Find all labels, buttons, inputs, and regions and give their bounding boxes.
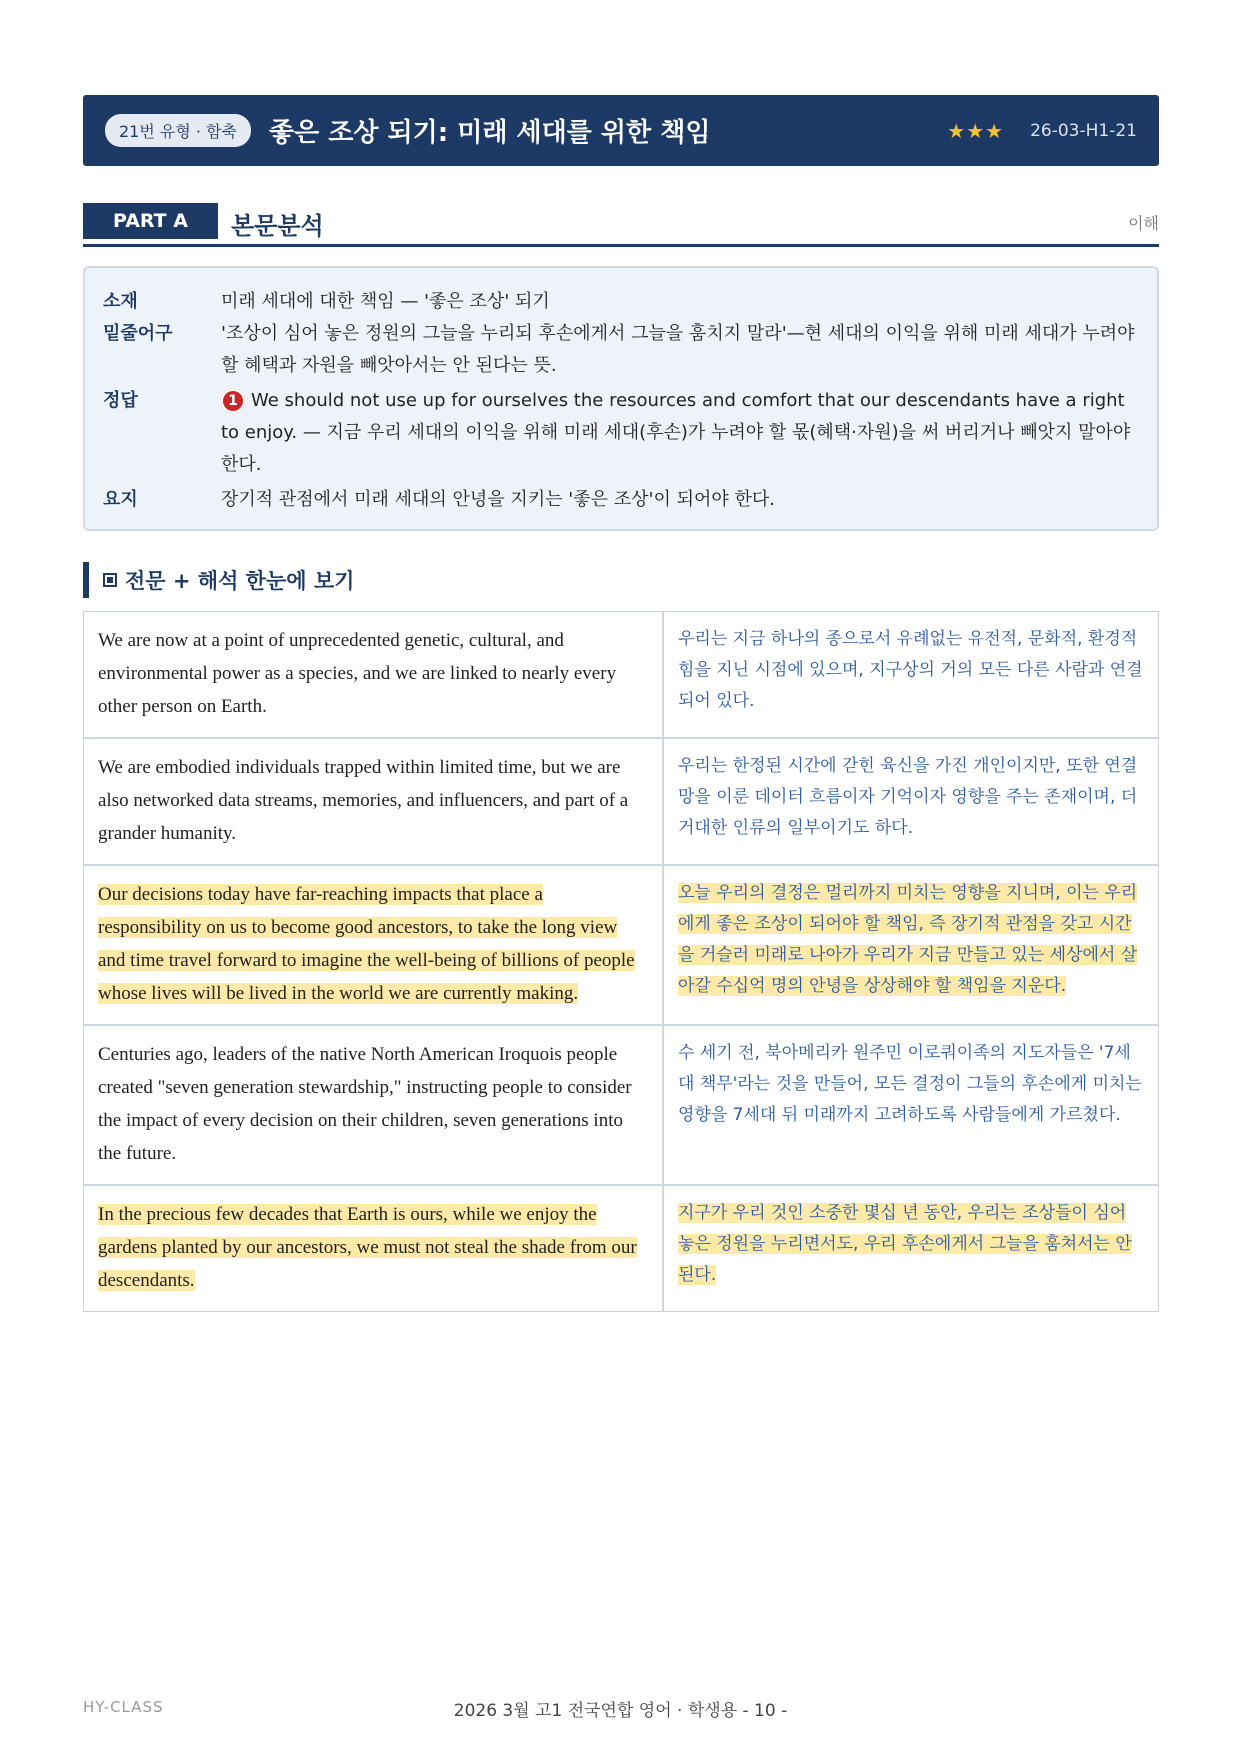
section-heading	[83, 562, 683, 598]
summary-key-phrase: 밑줄어구	[103, 323, 173, 344]
summary-key-gist: 요지	[103, 489, 138, 510]
part-label: PART A	[83, 203, 218, 239]
answer-number-icon: 1	[221, 389, 245, 413]
page-header	[83, 95, 1159, 166]
summary-value-topic: 미래 세대에 대한 책임 — '좋은 조상' 되기	[221, 291, 550, 312]
english-cell: We are embodied individuals trapped within limited time, but we are also networked data streams, memories, and influencers, and part of a grander humanity.	[84, 739, 664, 864]
summary-key-answer: 정답	[103, 390, 138, 411]
table-row	[84, 612, 1158, 739]
korean-cell-highlighted	[664, 1186, 1158, 1311]
part-title: 본문분석	[231, 212, 324, 240]
highlighted-korean-text: 오늘 우리의 결정은 멀리까지 미치는 영향을 지니며, 이는 우리에게 좋은 조상이 되어야 할 책임, 즉 장기적 관점을 갖고 시간을 거슬러 미래로 나아가 우리가 지금 만들고 있는 세상에서 살아갈 수십억 명의 안녕을 상상해야 할 책임을 지운다.	[678, 883, 1138, 996]
page-title: 좋은 조상 되기: 미래 세대를 위한 책임	[268, 118, 711, 148]
highlighted-english-text: Our decisions today have far-reaching impacts that place a responsibility on us to become good ancestors, to take the long view and time travel forward to imagine the well-being of billions of people whose lives will be lived in the world we are currently making.	[98, 884, 635, 1004]
footer-page-info: 2026 3월 고1 전국연합 영어 · 학생용 - 10 -	[453, 1701, 788, 1721]
summary-value-answer: We should not use up for ourselves the resources and comfort that our descendants have a right to enjoy. — 지금 우리 세대의 이익을 위해 미래 세대(후손)가 누려야 할 몫(혜택·자원)을 써 버리거나 빼앗지 말아야 한다.	[221, 390, 1131, 475]
analysis-summary-box	[83, 266, 1159, 531]
header-meta	[947, 119, 1137, 143]
english-cell-highlighted	[84, 1186, 664, 1311]
square-bullet-icon	[103, 573, 117, 587]
english-cell: Centuries ago, leaders of the native North American Iroquois people created "seven generation stewardship," instructing people to consider the impact of every decision on their children, seven generations into the future.	[84, 1026, 664, 1184]
english-cell-highlighted	[84, 866, 664, 1024]
table-row	[84, 739, 1158, 866]
korean-cell: 수 세기 전, 북아메리카 원주민 이로쿼이족의 지도자들은 '7세대 책무'라는 것을 만들어, 모든 결정이 그들의 후손에게 미치는 영향을 7세대 뒤 미래까지 고려하도록 사람들에게 가르쳤다.	[678, 1043, 1142, 1125]
summary-value-answer-wrap	[221, 385, 1137, 481]
part-category: 이해	[1128, 214, 1159, 233]
summary-value-phrase: '조상이 심어 놓은 정원의 그늘을 누리되 후손에게서 그늘을 훔치지 말라'—현 세대의 이익을 위해 미래 세대가 누려야 할 혜택과 자원을 빼앗아서는 안 된다는 뜻.	[221, 323, 1135, 376]
question-code: 26-03-H1-21	[1030, 120, 1137, 141]
korean-cell-highlighted	[664, 866, 1158, 1024]
table-row	[84, 1026, 1158, 1186]
highlighted-korean-text: 지구가 우리 것인 소중한 몇십 년 동안, 우리는 조상들이 심어 놓은 정원을 누리면서도, 우리 후손에게서 그늘을 훔쳐서는 안 된다.	[678, 1203, 1132, 1285]
korean-cell: 우리는 한정된 시간에 갇힌 육신을 가진 개인이지만, 또한 연결망을 이룬 데이터 흐름이자 기억이자 영향을 주는 존재이며, 더 거대한 인류의 일부이기도 하다.	[678, 756, 1138, 838]
korean-cell: 우리는 지금 하나의 종으로서 유례없는 유전적, 문화적, 환경적 힘을 지닌 시점에 있으며, 지구상의 거의 모든 다른 사람과 연결되어 있다.	[678, 629, 1143, 711]
english-cell: We are now at a point of unprecedented genetic, cultural, and environmental power as a species, and we are linked to nearly every other person on Earth.	[84, 612, 664, 737]
summary-key-topic: 소재	[103, 291, 138, 312]
table-row	[84, 1186, 1158, 1311]
type-badge: 21번 유형 · 함축	[105, 114, 251, 147]
part-heading	[83, 203, 1159, 247]
section-title: 전문 + 해석 한눈에 보기	[125, 569, 355, 593]
summary-value-gist: 장기적 관점에서 미래 세대의 안녕을 지키는 '좋은 조상'이 되어야 한다.	[221, 489, 775, 510]
table-row	[84, 866, 1158, 1026]
highlighted-english-text: In the precious few decades that Earth is ours, while we enjoy the gardens planted by our ancestors, we must not steal the shade from our descendants.	[98, 1204, 637, 1291]
parallel-text-table	[83, 611, 1159, 1312]
footer-brand: HY-CLASS	[83, 1698, 164, 1716]
difficulty-stars-icon: ★★★	[947, 118, 1005, 143]
